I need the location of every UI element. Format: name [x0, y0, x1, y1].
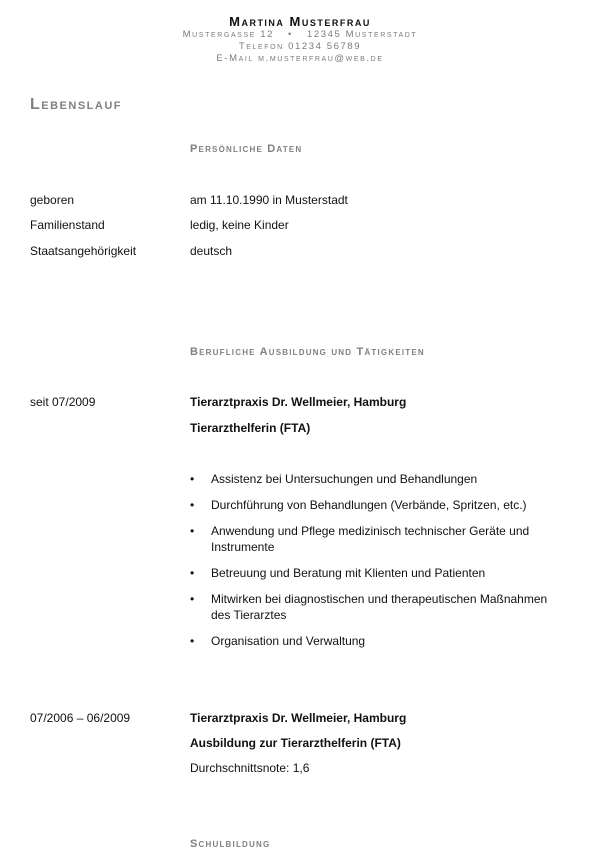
personal-value-nationality: deutsch — [190, 244, 233, 258]
personal-value-marital-status: ledig, keine Kinder — [190, 218, 289, 232]
bullet-icon: • — [190, 524, 195, 538]
list-item — [190, 523, 560, 555]
personal-label-marital-status: Familienstand — [30, 218, 105, 232]
task-text: Assistenz bei Untersuchungen und Behandlungen — [211, 472, 478, 486]
street: Mustergasse 12 — [182, 29, 275, 40]
career-position-current: Tierarzthelferin (FTA) — [190, 421, 311, 435]
career-note-training: Durchschnittsnote: 1,6 — [190, 761, 310, 775]
phone: Telefon 01234 56789 — [238, 41, 362, 52]
task-text: Durchführung von Behandlungen (Verbände, Spritzen, etc.) — [211, 498, 527, 512]
personal-value-born: am 11.10.1990 in Musterstadt — [190, 193, 348, 207]
career-period-training: 07/2006 – 06/2009 — [30, 711, 131, 725]
section-title-personal: Persönliche Daten — [190, 143, 303, 155]
list-item — [190, 497, 560, 513]
career-position-training: Ausbildung zur Tierarzthelferin (FTA) — [190, 736, 401, 750]
list-item — [190, 471, 560, 487]
address-line — [0, 29, 600, 41]
cv-header — [0, 14, 600, 65]
bullet-icon: • — [190, 634, 195, 648]
bullet-icon: • — [190, 592, 195, 606]
career-employer-current: Tierarztpraxis Dr. Wellmeier, Hamburg — [190, 395, 407, 409]
task-text: Organisation und Verwaltung — [211, 634, 366, 648]
address-separator: • — [288, 29, 293, 40]
task-text: Mitwirken bei diagnostischen und therapeutischen Maßnahmen des Tierarztes — [211, 592, 548, 622]
bullet-icon: • — [190, 472, 195, 486]
list-item — [190, 591, 560, 623]
list-item — [190, 633, 560, 649]
applicant-name: Martina Musterfrau — [229, 14, 371, 29]
task-list — [190, 471, 560, 659]
task-text: Betreuung und Beratung mit Klienten und Patienten — [211, 566, 486, 580]
section-title-school: Schulbildung — [190, 838, 271, 850]
list-item — [190, 565, 560, 581]
career-period-current: seit 07/2009 — [30, 395, 96, 409]
bullet-icon: • — [190, 498, 195, 512]
task-text: Anwendung und Pflege medizinisch technischer Geräte und Instrumente — [211, 524, 530, 554]
bullet-icon: • — [190, 566, 195, 580]
document-title: Lebenslauf — [30, 96, 122, 113]
city: 12345 Musterstadt — [306, 29, 418, 40]
personal-label-born: geboren — [30, 193, 75, 207]
email: E-Mail m.musterfrau@web.de — [216, 53, 384, 64]
personal-label-nationality: Staatsangehörigkeit — [30, 244, 137, 258]
career-employer-training: Tierarztpraxis Dr. Wellmeier, Hamburg — [190, 711, 407, 725]
section-title-career: Berufliche Ausbildung und Tätigkeiten — [190, 346, 425, 358]
